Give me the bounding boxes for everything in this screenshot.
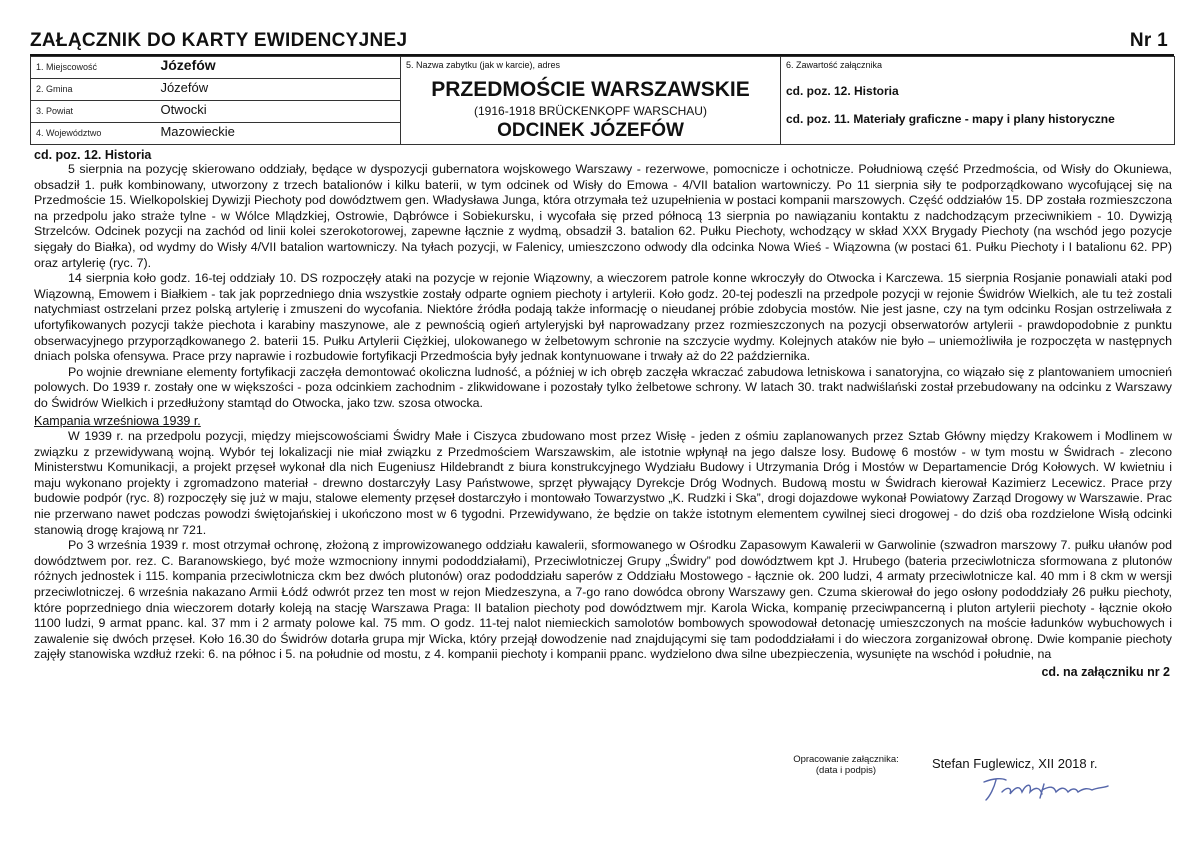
paragraph: Po 3 września 1939 r. most otrzymał ochronę, złożoną z improwizowanego oddziału kawalerii, sformowanego w Ośrodku Zapasowym Kawalerii w Garwolinie (szwadron marszowy 7. pułku ułanów pod dowództwem por. rez. C. Baranowskiego, być może wzmocniony innymi pododdziałami), Przeciwlotniczej Grupy „Świdry” pod dowództwem kpt J. Hrubego (bateria przeciwlotnicza sformowana z plutonów różnych jednostek i 115. kompania przeciwlotnicza ckm bez dwóch plutonów) oraz pododdziału saperów z Oddziału Mostowego - łącznie ok. 200 ludzi, 4 armaty przeciwlotnicze kal. 40 mm i 8 ckm w wersji przeciwlotniczej. 6 września nakazano Armii Łódź odwrót przez ten most w rejon Miedzeszyna, a 7-go rano dowódca obrony Warszawy gen. Czuma skierował do jego osłony pododdziały 26 pułku piechoty, które poprzedniego dnia wieczorem dotarły koleją na stację Warszawa Praga: II batalion piechoty pod dowództwem mjr. Karola Wicka, kompanię przeciwpancerną i pluton artylerii piechoty - łącznie około 1100 ludzi, 9 armat ppanc. kal. 37 mm i 2 armaty polowe kal. 75 mm. O godz. 11-tej nalot niemieckich samolotów bombowych spowodował detonację umieszczonych na moście ładunków wybuchowych i zawalenie się dwóch przęseł. Koło 16.30 do Świdrów dotarła grupa mjr Wicka, który przejął dowodzenie nad znajdującymi się tam pododdziałami i do wieczora zorganizował obronę. Dwie kompanie piechoty zajęły stanowiska wzdłuż rzeki: 6. na północ i 5. na południe od mostu, z 4. kompanii piechoty i kompanii ppanc. wydzielono dwa silne ubezpieczenia, wysunięte na wschód i południe, na (34, 538, 1172, 662)
monument-label: 5. Nazwa zabytku (jak w karcie), adres (406, 60, 561, 70)
field-label: 3. Powiat (36, 106, 74, 116)
contents-line: cd. poz. 11. Materiały graficzne - mapy i plany historyczne (786, 112, 1115, 126)
signature-image (980, 774, 1110, 802)
document-title: ZAŁĄCZNIK DO KARTY EWIDENCYJNEJ (30, 30, 408, 51)
paragraph: 14 sierpnia koło godz. 16-tej oddziały 10. DS rozpoczęły ataki na pozycje w rejonie Wiązowny, a wieczorem patrole konne wkroczyły do Otwocka i Karczewa. 15 sierpnia Rosjanie ponawiali ataki pod Wiązowną, Emowem i Białkiem - tak jak poprzedniego dnia wszystkie zostały odparte ogniem piechoty i artylerii. Koło godz. 20-tej podeszli na przedpole pozycji w rejonie Świdrów Wielkich, ale tu też zostali natychmiast ostrzelani przez polską artylerię i zmuszeni do wycofania. Niektóre źródła podają także informację o nieudanej próbie zdobycia mostów. Nie jest jasne, czy na tym odcinku Rosjan ostrzeliwała z ufortyfikowanych pozycji także piechota i karabiny maszynowe, ale z pewnością ogień artyleryjski był naprowadzany przez rozmieszczonych na pozycji obserwatorów artylerii - prawdopodobnie z punktu obserwacyjnego przyporządkowanego 2. baterii 15. Pułku Artylerii Ciężkiej, ulokowanego w żelbetowym schronie na szczycie wydmy. Kolejnych ataków nie było – uniemożliwiła je rozpoczęta w następnych dniach polska ofensywa. Prace przy naprawie i rozbudowie fortyfikacji Przedmościa były jednak kontynuowane i trwały aż do 22 października. (34, 271, 1172, 364)
prepared-label-line: (data i podpis) (815, 765, 877, 776)
field-locality (31, 57, 401, 79)
prepared-label-line: Opracowanie załącznika: (793, 754, 899, 765)
field-value: Józefów (160, 57, 216, 73)
field-value: Otwocki (160, 102, 207, 117)
prepared-label (776, 754, 916, 776)
header-table (30, 56, 1175, 145)
field-label: 2. Gmina (36, 84, 73, 94)
attachment-page (30, 24, 1174, 679)
monument-name-cell (401, 57, 781, 145)
document-number: Nr 1 (1129, 30, 1168, 51)
monument-name: PRZEDMOŚCIE WARSZAWSKIE (431, 78, 750, 101)
monument-subtitle: (1916-1918 BRÜCKENKOPF WARSCHAU) (474, 104, 707, 118)
paragraph: 5 sierpnia na pozycję skierowano oddziały, będące w dyspozycji gubernatora wojskowego Warszawy - rezerwowe, pomocnicze i ochotnicze. Południową część Przedmościa, od Wisły do Okuniewa, obsadził 1. pułk kombinowany, utworzony z trzech batalionów i kilku baterii, w tym odcinek od Wisły do Emowa - 4/VII batalion wartowniczy. Po 11 sierpnia siły te podporządkowano wycofującej się na Przedmoście 15. Wielkopolskiej Dywizji Piechoty pod dowództwem gen. Władysława Junga, która otrzymała też uzupełnienia w postaci kompanii marszowych. Część oddziałów 15. DP została rozmieszczona na przedpolu jako straże tylne - w Wólce Mlądzkiej, Ostrowie, Dąbrówce i Sobiekursku, i wycofała się przed północą 13 sierpnia po nawiązaniu kontaktu z nadchodzącym przeciwnikiem - 10. Dywizją Strzelców. Odcinek pozycji na zachód od linii kolei szerokotorowej, zapewne łącznie z wydmą, obsadził 3. batalion 62. Pułku Piechoty, wchodzący w skład XXX Brygady Piechoty (na wschód jego pozycje sięgały do Białka), od wydmy do Wisły 4/VII batalion wartowniczy. Na tyłach pozycji, w Falenicy, umieszczono odwody dla odcinka Nowa Wieś - Wiązowna (w postaci 61. Pułku Piechoty i I batalionu 62. PP) oraz artylerię (ryc. 7). (34, 162, 1172, 270)
footer (776, 754, 1176, 814)
field-value: Mazowieckie (160, 124, 235, 139)
contents-line: cd. poz. 12. Historia (786, 84, 899, 98)
field-county (31, 101, 401, 123)
contents-label: 6. Zawartość załącznika (786, 60, 883, 70)
monument-section: ODCINEK JÓZEFÓW (497, 120, 684, 141)
document-header (30, 24, 1174, 52)
contents-cell (781, 57, 1175, 145)
body-text (30, 162, 1174, 663)
section-title: cd. poz. 12. Historia (34, 148, 152, 162)
field-voivodeship (31, 123, 401, 145)
author-date: Stefan Fuglewicz, XII 2018 r. (932, 756, 1098, 771)
subsection-title: Kampania wrześniowa 1939 r. (34, 413, 201, 428)
paragraph: Po wojnie drewniane elementy fortyfikacji zaczęła demontować okoliczna ludność, a później w ich obręb zaczęła wkraczać zabudowa letniskowa i sanatoryjna, co wiązało się z plantowaniem umocnień polowych. Do 1939 r. zostały one w większości - poza odcinkiem zachodnim - zlikwidowane i pozostały tylko żelbetowe schrony. W latach 30. trakt nadwiślański został przebudowany na odcinku z Warszawy do Świdrów Wielkich i przedłużony stamtąd do Otwocka, jako tzw. szosa otwocka. (34, 364, 1172, 410)
field-commune (31, 79, 401, 101)
continuation-note: cd. na załączniku nr 2 (1041, 665, 1170, 679)
field-value: Józefów (160, 80, 209, 95)
field-label: 1. Miejscowość (36, 62, 98, 72)
field-label: 4. Województwo (36, 128, 102, 138)
paragraph: W 1939 r. na przedpolu pozycji, między miejscowościami Świdry Małe i Ciszyca zbudowano most przez Wisłę - jeden z ośmiu zaplanowanych przez Sztab Główny między Krakowem i Modlinem w związku z przewidywaną wojną. Wybór tej lokalizacji nie miał związku z Przedmościem Warszawskim, ale istotnie wpłynął na jego dalsze losy. Budowę 6 mostów - w tym mostu w Świdrach - zlecono Ministerstwu Komunikacji, a projekt przęseł wykonał dla nich Eugeniusz Hildebrandt z biura konstrukcyjnego Wydziału Budowy i Utrzymania Dróg i Mostów w Departamencie Dróg Kołowych. W kwietniu i maju wykonano projekty i zgromadzono materiał - drewno dostarczyły Lasy Państwowe, sprzęt pływający Dyrekcje Dróg Wodnych. Budową mostu w Świdrach kierował Kazimierz Lecewicz. Prace przy budowie podpór (ryc. 8) rozpoczęły się już w maju, stalowe elementy przęseł dostarczyło i montowało Towarzystwo „K. Rudzki i Ska”, drogi dojazdowe wykonał Powiatowy Zarząd Drogowy w Warszawie. Prac nie przerwano nawet podczas powodzi świętojańskiej i ukończono most w 6 tygodni. Przewidywano, że będzie on także istotnym elementem cywilnej sieci drogowej - do dziś oba rozdzielone Wisłą odcinki stanowią drogę krajową nr 721. (34, 429, 1172, 537)
